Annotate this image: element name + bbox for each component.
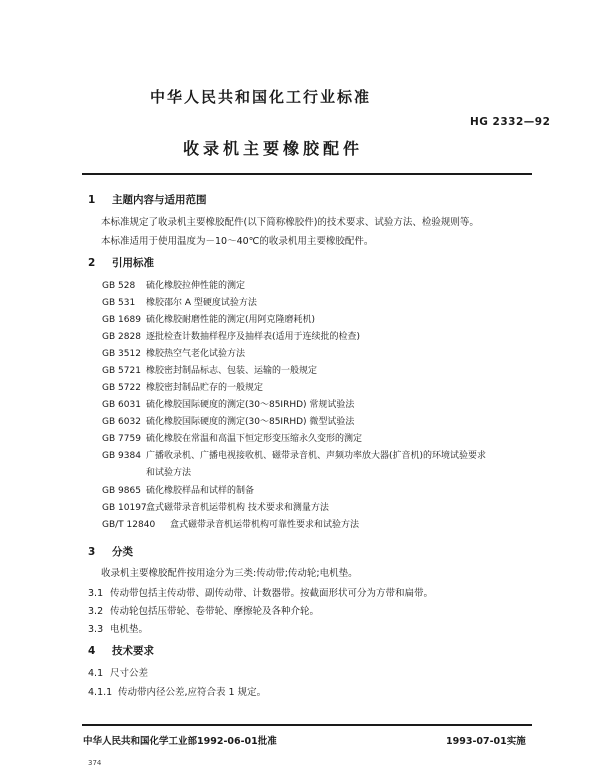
section-title: 引用标准 xyxy=(112,257,154,269)
page-number: 374 xyxy=(88,759,102,767)
reference-item xyxy=(102,380,263,393)
section-title: 技术要求 xyxy=(112,645,154,657)
reference-code: GB 5721 xyxy=(102,366,141,376)
reference-item xyxy=(102,517,359,530)
reference-code: GB 3512 xyxy=(102,349,141,359)
reference-title: 硫化橡胶拉伸性能的测定 xyxy=(146,281,246,291)
reference-title: 广播收录机、广播电视接收机、磁带录音机、声频功率放大器(扩音机)的环境试验要求 xyxy=(146,451,487,461)
reference-item xyxy=(102,397,354,410)
document-title: 收录机主要橡胶配件 xyxy=(183,139,364,158)
subsection-item xyxy=(88,621,148,635)
reference-code: GB 9865 xyxy=(102,486,141,496)
reference-code: GB 7759 xyxy=(102,434,141,444)
reference-item xyxy=(102,295,257,308)
subsection-item xyxy=(88,603,319,617)
reference-code: GB 9384 xyxy=(102,451,141,461)
reference-code: GB 531 xyxy=(102,298,136,308)
paragraph: 本标准适用于使用温度为－10～40℃的收录机用主要橡胶配件。 xyxy=(101,236,374,247)
implementation-date: 1993-07-01实施 xyxy=(446,736,526,747)
subsection-number: 4.1 xyxy=(88,668,104,679)
subsection-number: 3.2 xyxy=(88,606,104,617)
section-number: 2 xyxy=(88,257,96,269)
subsection-text: 传动带包括主传动带、副传动带、计数器带。按截面形状可分为方带和扁带。 xyxy=(110,588,434,599)
reference-code: GB 2828 xyxy=(102,332,141,342)
section-number: 3 xyxy=(88,546,96,558)
section-number: 4 xyxy=(88,645,96,657)
reference-item xyxy=(102,329,360,342)
reference-code: GB 1689 xyxy=(102,315,141,325)
reference-item xyxy=(102,483,254,496)
reference-title: 橡胶密封制品贮存的一般规定 xyxy=(146,383,264,393)
reference-item-continuation xyxy=(102,465,191,478)
reference-code: GB 6032 xyxy=(102,417,141,427)
section-number: 1 xyxy=(88,194,96,206)
reference-title: 硫化橡胶国际硬度的测定(30～85IRHD) 常规试验法 xyxy=(146,400,355,410)
standard-code: HG 2332—92 xyxy=(470,116,551,128)
reference-item xyxy=(102,312,315,325)
reference-title: 盒式磁带录音机运带机构可靠性要求和试验方法 xyxy=(170,520,360,530)
reference-title: 橡胶热空气老化试验方法 xyxy=(146,349,246,359)
reference-code: GB 5722 xyxy=(102,383,141,393)
reference-title: 硫化橡胶国际硬度的测定(30～85IRHD) 微型试验法 xyxy=(146,417,355,427)
reference-title: 和试验方法 xyxy=(146,468,192,478)
reference-code: GB 528 xyxy=(102,281,136,291)
subsection-text: 传动带内径公差,应符合表 1 规定。 xyxy=(118,687,267,698)
subsection-text: 尺寸公差 xyxy=(110,668,149,679)
subsection-item xyxy=(88,585,433,599)
reference-title: 硫化橡胶耐磨性能的测定(用阿克隆磨耗机) xyxy=(146,315,316,325)
reference-item xyxy=(102,448,486,461)
paragraph: 收录机主要橡胶配件按用途分为三类:传动带;传动轮;电机垫。 xyxy=(101,568,358,579)
standard-category: 中华人民共和国化工行业标准 xyxy=(150,88,372,106)
reference-code: GB 10197 xyxy=(102,503,147,513)
reference-title: 橡胶邵尔 A 型硬度试验方法 xyxy=(146,298,257,308)
reference-code: GB 6031 xyxy=(102,400,141,410)
subsection-number: 3.1 xyxy=(88,588,104,599)
subsection-item xyxy=(88,665,148,679)
reference-title: 硫化橡胶在常温和高温下恒定形变压缩永久变形的测定 xyxy=(146,434,363,444)
footer-divider xyxy=(82,724,532,726)
reference-item xyxy=(102,363,317,376)
paragraph: 本标准规定了收录机主要橡胶配件(以下简称橡胶件)的技术要求、试验方法、检验规则等。 xyxy=(101,217,479,228)
section-4-heading xyxy=(88,643,154,658)
subsection-number: 4.1.1 xyxy=(88,687,113,698)
section-1-heading xyxy=(88,192,207,207)
section-2-heading xyxy=(88,255,154,270)
subsection-number: 3.3 xyxy=(88,624,104,635)
subsection-item xyxy=(88,684,266,698)
header-divider xyxy=(82,173,532,175)
section-title: 分类 xyxy=(112,546,133,558)
reference-title: 盒式磁带录音机运带机构 技术要求和测量方法 xyxy=(146,503,329,513)
section-title: 主题内容与适用范围 xyxy=(112,194,207,206)
reference-item xyxy=(102,431,362,444)
reference-item xyxy=(102,500,329,513)
subsection-text: 传动轮包括压带轮、卷带轮、摩擦轮及各种介轮。 xyxy=(110,606,320,617)
reference-item xyxy=(102,346,245,359)
issuer-approval: 中华人民共和国化学工业部1992-06-01批准 xyxy=(83,736,277,747)
reference-code: GB/T 12840 xyxy=(102,520,156,530)
reference-item xyxy=(102,278,245,291)
reference-title: 逐批检查计数抽样程序及抽样表(适用于连续批的检查) xyxy=(146,332,361,342)
reference-title: 硫化橡胶样品和试样的制备 xyxy=(146,486,255,496)
reference-title: 橡胶密封制品标志、包装、运输的一般规定 xyxy=(146,366,318,376)
subsection-text: 电机垫。 xyxy=(110,624,149,635)
section-3-heading xyxy=(88,544,133,559)
reference-item xyxy=(102,414,354,427)
